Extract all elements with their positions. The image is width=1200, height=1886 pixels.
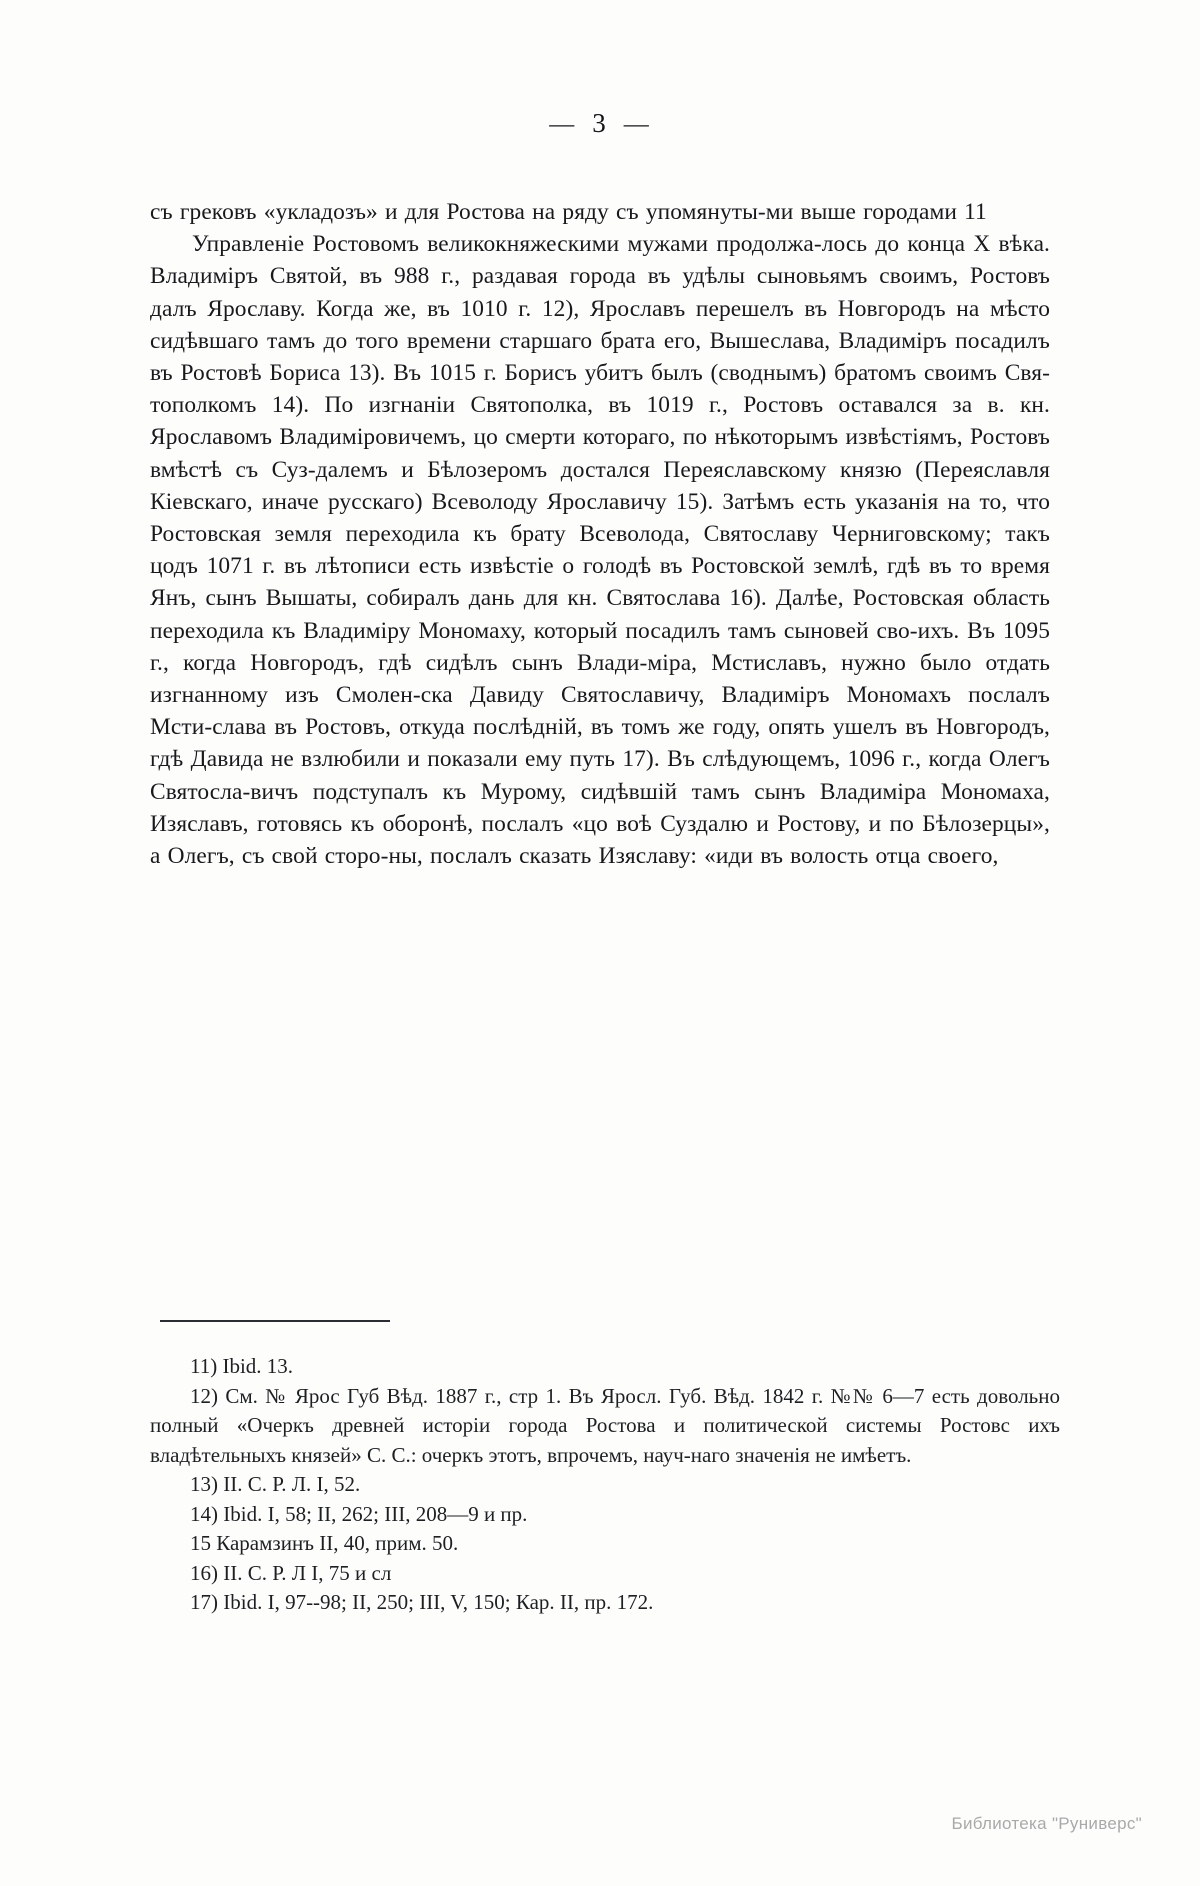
footnote-11: 11) Ibid. 13. <box>190 1354 294 1378</box>
page-number-value: 3 <box>592 108 608 138</box>
paragraph-continuation: съ грековъ «укладозъ» и для Ростова на ряду съ упомянуты-ми выше городами 11 <box>150 199 987 225</box>
footnote-15: 15 Карамзинъ II, 40, прим. 50. <box>190 1531 459 1555</box>
page-number <box>0 108 1200 139</box>
body-text <box>150 196 1050 872</box>
paragraph-main: Управленіе Ростовомъ великокняжескими мужами продолжа-лось до конца X вѣка. Владиміръ Святой, въ 988 г., раздавая города въ удѣлы сыновьямъ своимъ, Ростовъ далъ Ярославу. Когда же, въ 1010 г. 12), Ярославъ перешелъ въ Новгородъ на мѣсто сидѣвшаго тамъ до того времени старшаго брата его, Вышеслава, Владиміръ посадилъ въ Ростовѣ Бориса 13). Въ 1015 г. Борисъ убитъ былъ (своднымъ) братомъ своимъ Свя-тополкомъ 14). По изгнаніи Святополка, въ 1019 г., Ростовъ оставался за в. кн. Ярославомъ Владиміровичемъ, цо смерти котораго, по нѣкоторымъ извѣстіямъ, Ростовъ вмѣстѣ съ Суз-далемъ и Бѣлозеромъ достался Переяславскому князю (Переяславля Кіевскаго, иначе русскаго) Всеволоду Ярославичу 15). Затѣмъ есть указанія на то, что Ростовская земля переходила къ брату Всеволода, Святославу Черниговскому; такъ цодъ 1071 г. въ лѣтописи есть извѣстіе о голодѣ въ Ростовской землѣ, гдѣ въ то время Янъ, сынъ Вышаты, собиралъ дань для кн. Святослава 16). Далѣе, Ростовская область переходила къ Владиміру Мономаху, который посадилъ тамъ сыновей сво-ихъ. Въ 1095 г., когда Новгородъ, гдѣ сидѣлъ сынъ Влади-міра, Мстиславъ, нужно было отдать изгнанному изъ Смолен-ска Давиду Святославичу, Владиміръ Мономахъ послалъ Мсти-слава въ Ростовъ, откуда послѣдній, въ томъ же году, опять ушелъ въ Новгородъ, гдѣ Давида не взлюбили и показали ему путь 17). Въ слѣдующемъ, 1096 г., когда Олегъ Святосла-вичъ подступалъ къ Мурому, сидѣвшій тамъ сынъ Владиміра Мономаха, Изяславъ, готовясь къ оборонѣ, послалъ «цо воѣ Суздалю и Ростову, и по Бѣлозерцы», а Олегъ, съ свой сторо-ны, послалъ сказать Изяславу: «иди въ волость отца своего, <box>150 231 1050 870</box>
library-watermark: Библиотека "Руниверс" <box>951 1814 1142 1833</box>
footnote-13: 13) II. С. Р. Л. I, 52. <box>190 1472 361 1496</box>
footnote-17: 17) Ibid. I, 97--98; II, 250; III, V, 150; Кар. II, пр. 172. <box>190 1590 654 1614</box>
footnote-16: 16) II. С. Р. Л I, 75 и сл <box>190 1560 392 1585</box>
footnote-12: 12) См. № Ярос Губ Вѣд. 1887 г., стр 1. Въ Яросл. Губ. Вѣд. 1842 г. №№ 6—7 есть довольно полный «Очеркъ древней исторіи города Ростова и политической системы Ростовс ихъ владѣтельныхъ князей» С. С.: очеркъ этотъ, впрочемъ, науч-наго значенія не имѣетъ. <box>150 1383 1060 1467</box>
footnote-14: 14) Ibid. I, 58; II, 262; III, 208—9 и пр. <box>190 1501 528 1526</box>
page-number-dash-right: — <box>623 111 651 138</box>
footnotes-block <box>150 1352 1060 1618</box>
page-number-dash-left: — <box>549 111 577 138</box>
footnote-separator <box>160 1320 390 1322</box>
